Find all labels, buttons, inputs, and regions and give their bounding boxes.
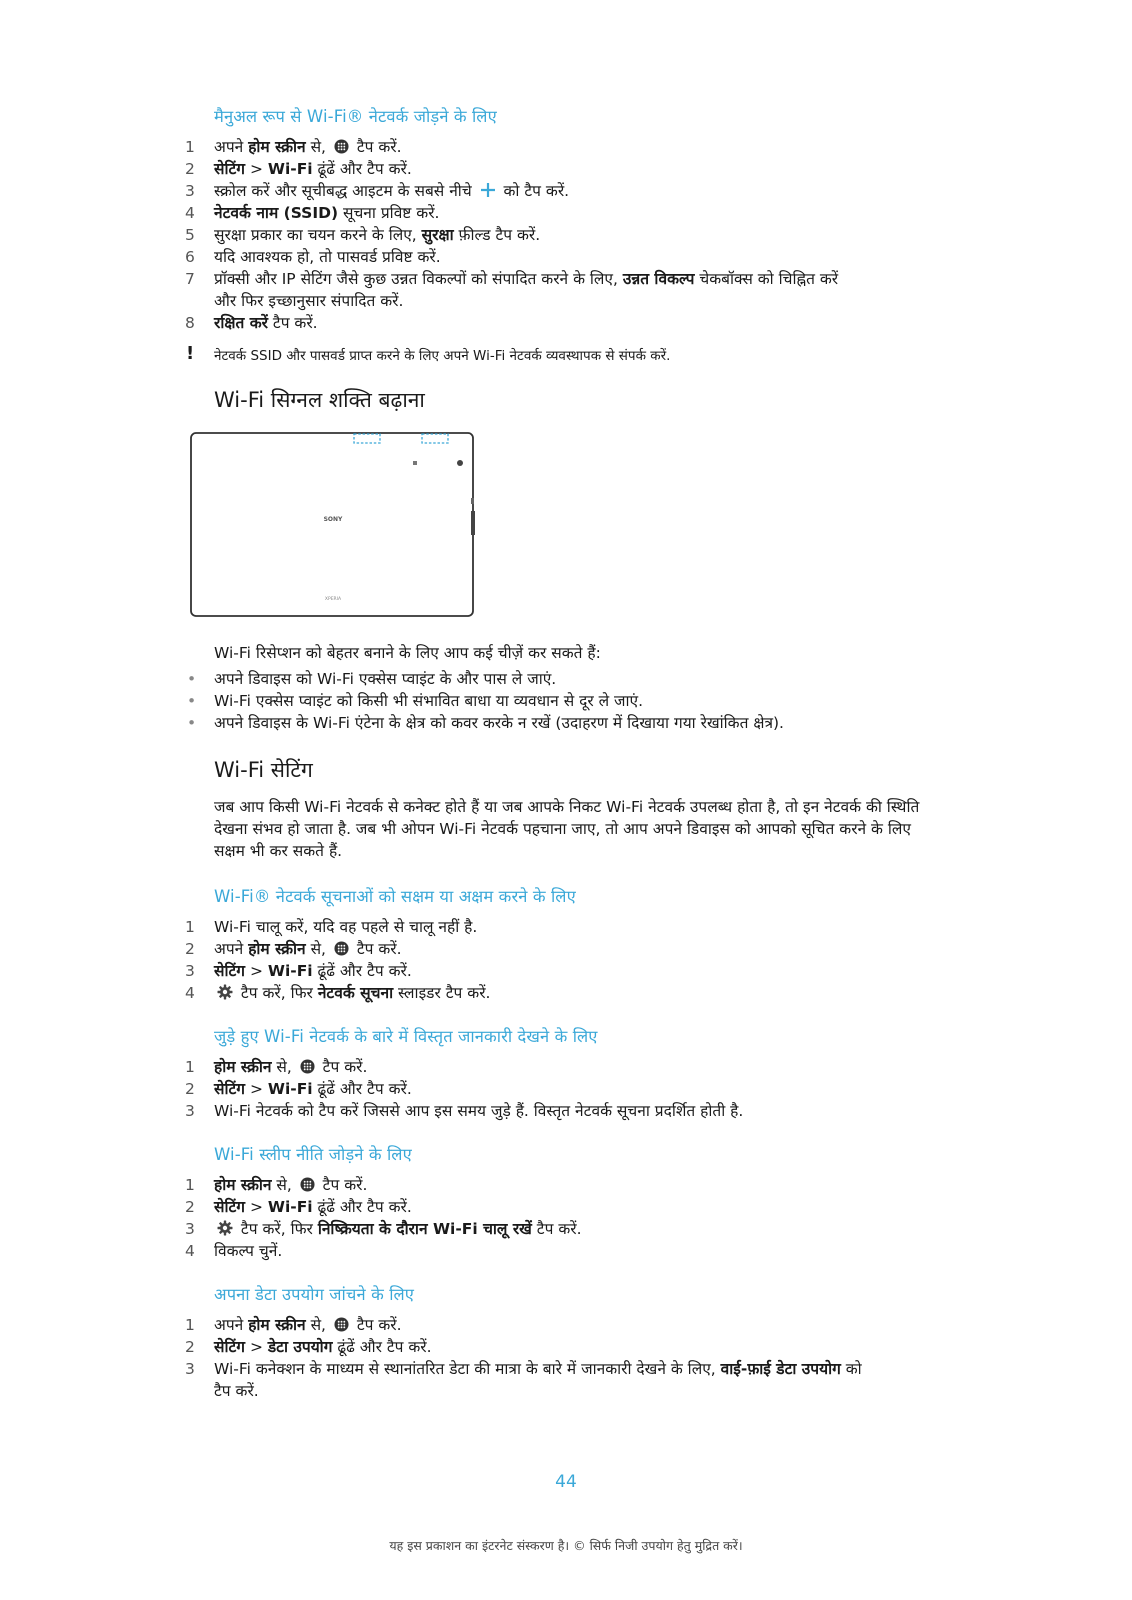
- steps-add-wifi: [185, 136, 974, 334]
- tablet-illustration: [188, 430, 478, 620]
- plus-icon: [480, 182, 496, 198]
- signal-intro: Wi-Fi रिसेप्शन को बेहतर बनाने के लिए आप कई चीज़ें कर सकते हैं:: [214, 644, 601, 662]
- page-number: 44: [555, 1472, 577, 1492]
- step: 1 अपने होम स्क्रीन से, टैप करें.: [185, 138, 402, 156]
- step: 2 सेटिंग > Wi-Fi ढूंढें और टैप करें.: [185, 1080, 412, 1098]
- apps-grid-icon: [300, 1059, 315, 1074]
- warning-icon: !: [186, 343, 195, 364]
- step: 1 होम स्क्रीन से, टैप करें.: [185, 1058, 368, 1076]
- step: 3 सेटिंग > Wi-Fi ढूंढें और टैप करें.: [185, 962, 412, 980]
- step: 2 सेटिंग > डेटा उपयोग ढूंढें और टैप करें.: [185, 1338, 432, 1356]
- heading-boost-signal: Wi-Fi सिग्नल शक्ति बढ़ाना: [214, 388, 425, 412]
- step: 5 सुरक्षा प्रकार का चयन करने के लिए, सुरक्षा फ़ील्ड टैप करें.: [185, 226, 541, 244]
- gear-icon: [217, 984, 233, 1000]
- apps-grid-icon: [300, 1177, 315, 1192]
- step: 4 नेटवर्क नाम (SSID) सूचना प्रविष्ट करें.: [185, 204, 440, 222]
- note-contact-admin: ! नेटवर्क SSID और पासवर्ड प्राप्त करने के लिए अपने Wi-Fi नेटवर्क व्यवस्थापक से संपर्क करें.: [186, 343, 671, 364]
- apps-grid-icon: [334, 941, 349, 956]
- steps-data-usage: [185, 1314, 974, 1402]
- step: 6 यदि आवश्यक हो, तो पासवर्ड प्रविष्ट करें.: [185, 248, 441, 266]
- device-brand: SONY: [323, 516, 343, 523]
- step: 1 अपने होम स्क्रीन से, टैप करें.: [185, 1316, 402, 1334]
- step: 4 टैप करें, फिर नेटवर्क सूचना स्लाइडर टैप करें.: [185, 984, 491, 1002]
- list-item: • Wi-Fi एक्सेस प्वाइंट को किसी भी संभावित बाधा या व्यवधान से दूर ले जाएं.: [187, 692, 644, 710]
- device-model: XPERIA: [324, 597, 342, 602]
- content-column: [185, 104, 974, 1406]
- apps-grid-icon: [334, 139, 349, 154]
- list-item: • अपने डिवाइस के Wi-Fi एंटेना के क्षेत्र को कवर करके न रखें (उदाहरण में दिखाया गया रेखांकित क्षेत्र).: [187, 714, 784, 732]
- step: 3 Wi-Fi नेटवर्क को टैप करें जिससे आप इस समय जुड़े हैं. विस्तृत नेटवर्क सूचना प्रदर्शित होती है.: [185, 1102, 744, 1120]
- signal-tips-list: [187, 668, 974, 734]
- subheading-network-details: जुड़े हुए Wi-Fi नेटवर्क के बारे में विस्तृत जानकारी देखने के लिए: [214, 1027, 598, 1046]
- subheading-sleep-policy: Wi-Fi स्लीप नीति जोड़ने के लिए: [214, 1145, 412, 1164]
- subheading-network-notifications: Wi-Fi® नेटवर्क सूचनाओं को सक्षम या अक्षम करने के लिए: [214, 887, 576, 906]
- apps-grid-icon: [334, 1317, 349, 1332]
- steps-notifications: [185, 916, 974, 1004]
- step: 2 सेटिंग > Wi-Fi ढूंढें और टैप करें.: [185, 1198, 412, 1216]
- list-item: • अपने डिवाइस को Wi-Fi एक्सेस प्वाइंट के और पास ले जाएं.: [187, 670, 557, 688]
- subheading-data-usage: अपना डेटा उपयोग जांचने के लिए: [214, 1285, 415, 1304]
- step: 8 रक्षित करें टैप करें.: [185, 314, 318, 332]
- step: 1 Wi-Fi चालू करें, यदि वह पहले से चालू नहीं है.: [185, 918, 478, 936]
- wifi-settings-paragraph: जब आप किसी Wi-Fi नेटवर्क से कनेक्ट होते हैं या जब आपके निकट Wi-Fi नेटवर्क उपलब्ध होता है, तो इन नेटवर्क की स्थिति देखना संभव हो जाता है. जब भी ओपन Wi-Fi नेटवर्क पहचाना जाए, तो आप अपने डिवाइस को आपको सूचित करने के लिए सक्षम भी कर सकते हैं.: [214, 798, 920, 860]
- subheading-add-wifi-manually: मैनुअल रूप से Wi-Fi® नेटवर्क जोड़ने के लिए: [214, 107, 497, 126]
- step: 3 स्क्रोल करें और सूचीबद्ध आइटम के सबसे नीचे को टैप करें.: [185, 182, 570, 200]
- step: 2 अपने होम स्क्रीन से, टैप करें.: [185, 940, 402, 958]
- steps-network-details: [185, 1056, 974, 1122]
- footer-notice: यह इस प्रकाशन का इंटरनेट संस्करण है। © सिर्फ निजी उपयोग हेतु मुद्रित करें।: [389, 1538, 743, 1553]
- steps-sleep-policy: [185, 1174, 974, 1262]
- gear-icon: [217, 1220, 233, 1236]
- step: 7 प्रॉक्सी और IP सेटिंग जैसे कुछ उन्नत विकल्पों को संपादित करने के लिए, उन्नत विकल्प चेकबॉक्स को चिह्नित करें और फिर इच्छानुसार संपादित करें.: [185, 270, 839, 310]
- step: 3 Wi-Fi कनेक्शन के माध्यम से स्थानांतरित डेटा की मात्रा के बारे में जानकारी देखने के लिए, वाई-फ़ाई डेटा उपयोग को टैप करें.: [185, 1360, 862, 1400]
- step: 3 टैप करें, फिर निष्क्रियता के दौरान Wi-Fi चालू रखें टैप करें.: [185, 1220, 582, 1238]
- step: 1 होम स्क्रीन से, टैप करें.: [185, 1176, 368, 1194]
- step: 4 विकल्प चुनें.: [185, 1242, 283, 1260]
- step: 2 सेटिंग > Wi-Fi ढूंढें और टैप करें.: [185, 160, 412, 178]
- heading-wifi-settings: Wi-Fi सेटिंग: [214, 758, 313, 782]
